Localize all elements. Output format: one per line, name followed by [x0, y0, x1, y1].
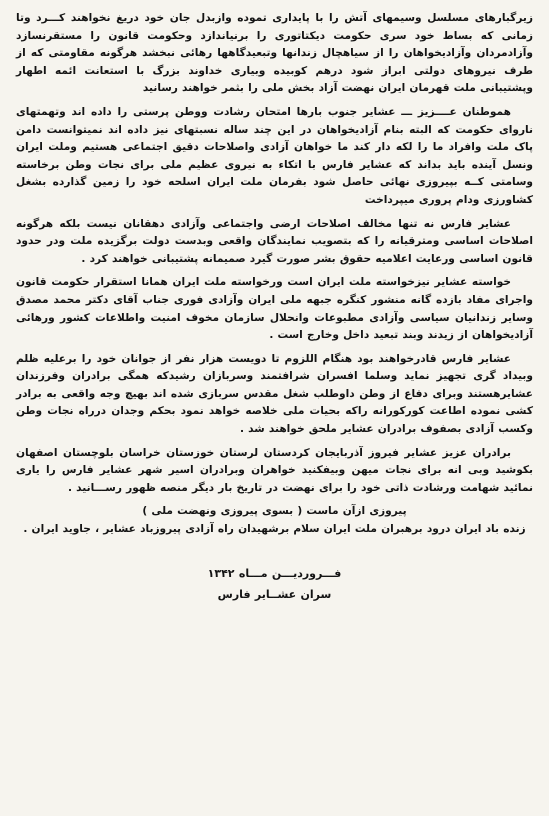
paragraph-6: برادران عزیز عشایر فیروز آذربایجان کردستان لرستان خوزستان خراسان بلوچستان اصفهان بکوشید وبی انه برای نجات میهن وبیفکنید خواهران وبرادران اسیر شهر عشایر فارس را یاری نمائید شهامت ورشادت ذاتی خود را برای نهضت در تاریخ بار دیگر منصه ظهور رســـانید .	[16, 446, 533, 494]
signature-organization: سران عشــایر فارس	[217, 588, 332, 602]
paragraph-slogan: پیروزی ازآن ماست ( بسوی پیروزی ونهضت ملی )	[142, 505, 407, 518]
paragraph-4: خواسته عشایر نیزخواسته ملت ایران است ورخواسته ملت ایران همانا استقرار حکومت قانون واجرای مفاد بازده گانه منشور کنگره جبهه ملی ایران وآزادی فوری جناب آقای دکتر محمد مصدق وسایر زندانیان سیاسی وآزادی مطبوعات وانحلال سازمان مخوف امنیت واطلاعات کشور ورهائی آزادیخواهان از زیدند وبند تبعید داخل وخارج است .	[16, 276, 533, 342]
paragraph-closing: زنده باد ایران درود برهبران ملت ایران سلام برشهیدان راه آزادی پیروزباد عشایر ، جاوید ایران .	[23, 523, 526, 536]
signature-date: فـــروردیـــن مـــاه ۱۳۴۲	[207, 566, 342, 580]
paragraph-1: زیرگبارهای مسلسل وسیمهای آتش را با پایداری تموده وازبدل جان خود دریغ نخواهند کـــرد وتا زمانی که بساط خود سری حکومت دیکتاتوری را برنیاندازد وحکومت قانون را مستقرنسازد وآزادمردان وآزادیخواهان را از سیاهچال زندانها وتبعیدگاهها رهائی نبخشد هرگونه مقاومتی که از طرف نیروهای دولتی ابراز شود درهم کوبیده وبیاری خداوند بزرگ با استعانت ائمه اطهار وپشتیبانی ملت قهرمان ایران نهضت آزاد بخش ملی را بثمر خواهند رسانید	[16, 12, 533, 95]
paragraph-5: عشایر فارس قادرخواهند بود هنگام اللزوم تا دویست هزار نفر از جوانان خود را برعلیه ظلم وبیداد گری تجهیز نماید وسلما افسران شرافتمند وسربازان رشیدکه همگی برادران وفرزندان عشایرهستند وبرای دفاع از وطن داوطلب شغل مقدس سربازی شده اند بهیچ وجه واقعی به برادر کشی نموده اطاعت کورکورانه راکه بحیات ملی خلاصه خواهد نمود بحکم وجدان درراه نجات وطن وکسب آزادی بصفوف برادران عشایر ملحق خواهند شد .	[16, 352, 533, 436]
paragraph-2: هموطنان عــــزیز ـــ عشایر جنوب بارها امتحان رشادت ووطن پرستی را داده اند وتهمتهای ناروای حکومت که البته بنام آزادیخواهان در این چند ساله نسبتهای نیز داده اند نمیتوانست دامن پاک ملت وافراد ما را لکه دار کند ما خواهان آزادی واصلاحات دقیق اجتماعی هستیم وملت ایران ونسل آینده باید بداند که عشایر فارس با اتکاء به نیروی عظیم ملی برای نجات وطن برخاسته وسامتی کــه بپیروزی نهائی حاصل شود بفرمان ملت ایران اسلحه خود را زمین گذارده بشغل کشاورزی ودام پروری میپرداخت	[16, 105, 533, 206]
paragraph-3: عشایر فارس نه تنها مخالف اصلاحات ارضی واجتماعی وآزادی دهقانان نیست بلکه هرگونه اصلاحات اساسی ومترقیانه را که بتصویب نمایندگان واقعی وبدست دولت برگزیده ملت ودر حدود قانون اساسی ورعایت اعلامیه حقوق بشر صورت گیرد صمیمانه پشتیبانی خواهند کرد .	[16, 217, 533, 265]
document-body	[16, 10, 533, 604]
